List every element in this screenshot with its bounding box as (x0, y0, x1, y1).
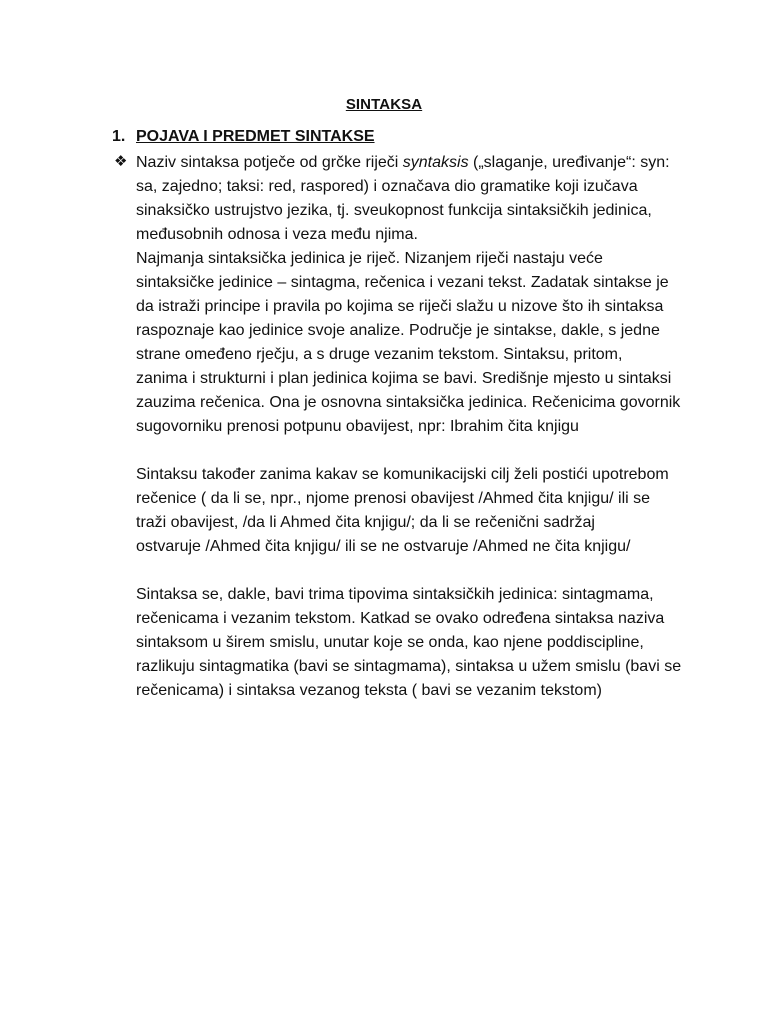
text-span: („slaganje, uređivanje“: syn: (468, 154, 670, 171)
text-line (136, 151, 696, 175)
body-text (136, 151, 696, 703)
text-line: traži obavijest, /da li Ahmed čita knjigu/; da li se rečenični sadržaj (136, 514, 595, 531)
section-number: 1. (112, 128, 126, 145)
text-line: rečenicama i vezanim tekstom. Katkad se ovako određena sintaksa naziva (136, 610, 665, 627)
text-line: Sintaksu također zanima kakav se komunikacijski cilj želi postići upotrebom (136, 466, 669, 483)
diamond-bullet-icon: ❖ (114, 153, 128, 170)
section-heading-text: POJAVA I PREDMET SINTAKSE (136, 128, 375, 145)
section-heading (112, 128, 375, 146)
text-line: raspoznaje kao jedinice svoje analize. Područje je sintakse, dakle, s jedne (136, 322, 660, 339)
text-line: strane omeđeno rječju, a s druge vezanim tekstom. Sintaksu, pritom, (136, 346, 623, 363)
text-line: sinaksičko ustrujstvo jezika, tj. sveukopnost funkcija sintaksičkih jedinica, (136, 202, 652, 219)
italic-term: syntaksis (402, 154, 469, 171)
text-line: da istraži principe i pravila po kojima se riječi slažu u nizove što ih sintaksa (136, 298, 664, 315)
paragraph-types (136, 583, 696, 703)
document-title: SINTAKSA (345, 96, 423, 113)
text-line: zauzima rečenica. Ona je osnovna sintaksička jedinica. Rečenicima govornik (136, 394, 681, 411)
text-line: sintaksičke jedinice – sintagma, rečenica i vezani tekst. Zadatak sintakse je (136, 274, 669, 291)
text-line: Sintaksa se, dakle, bavi trima tipovima sintaksičkih jedinica: sintagmama, (136, 586, 654, 603)
text-line: sugovorniku prenosi potpunu obavijest, npr: Ibrahim čita knjigu (136, 418, 579, 435)
text-line: razlikuju sintagmatika (bavi se sintagmama), sintaksa u užem smislu (bavi se (136, 658, 682, 675)
paragraph-intro (136, 151, 696, 247)
text-line: ostvaruje /Ahmed čita knjigu/ ili se ne ostvaruje /Ahmed ne čita knjigu/ (136, 538, 631, 555)
text-line: rečenice ( da li se, npr., njome prenosi obavijest /Ahmed čita knjigu/ ili se (136, 490, 651, 507)
text-line: Najmanja sintaksička jedinica je riječ. Nizanjem riječi nastaju veće (136, 250, 603, 267)
text-line: sa, zajedno; taksi: red, raspored) i označava dio gramatike koji izučava (136, 178, 638, 195)
paragraph-units (136, 247, 696, 439)
text-line: zanima i strukturni i plan jedinica kojima se bavi. Središnje mjesto u sintaksi (136, 370, 672, 387)
text-line: sintaksom u širem smislu, unutar koje se onda, kao njene poddiscipline, (136, 634, 644, 651)
text-line: rečenicama) i sintaksa vezanog teksta ( bavi se vezanim tekstom) (136, 682, 602, 699)
paragraph-communication (136, 463, 696, 559)
text-span: Naziv sintaksa potječe od grčke riječi (136, 154, 403, 171)
text-line: međusobnih odnosa i veza među njima. (136, 226, 418, 243)
